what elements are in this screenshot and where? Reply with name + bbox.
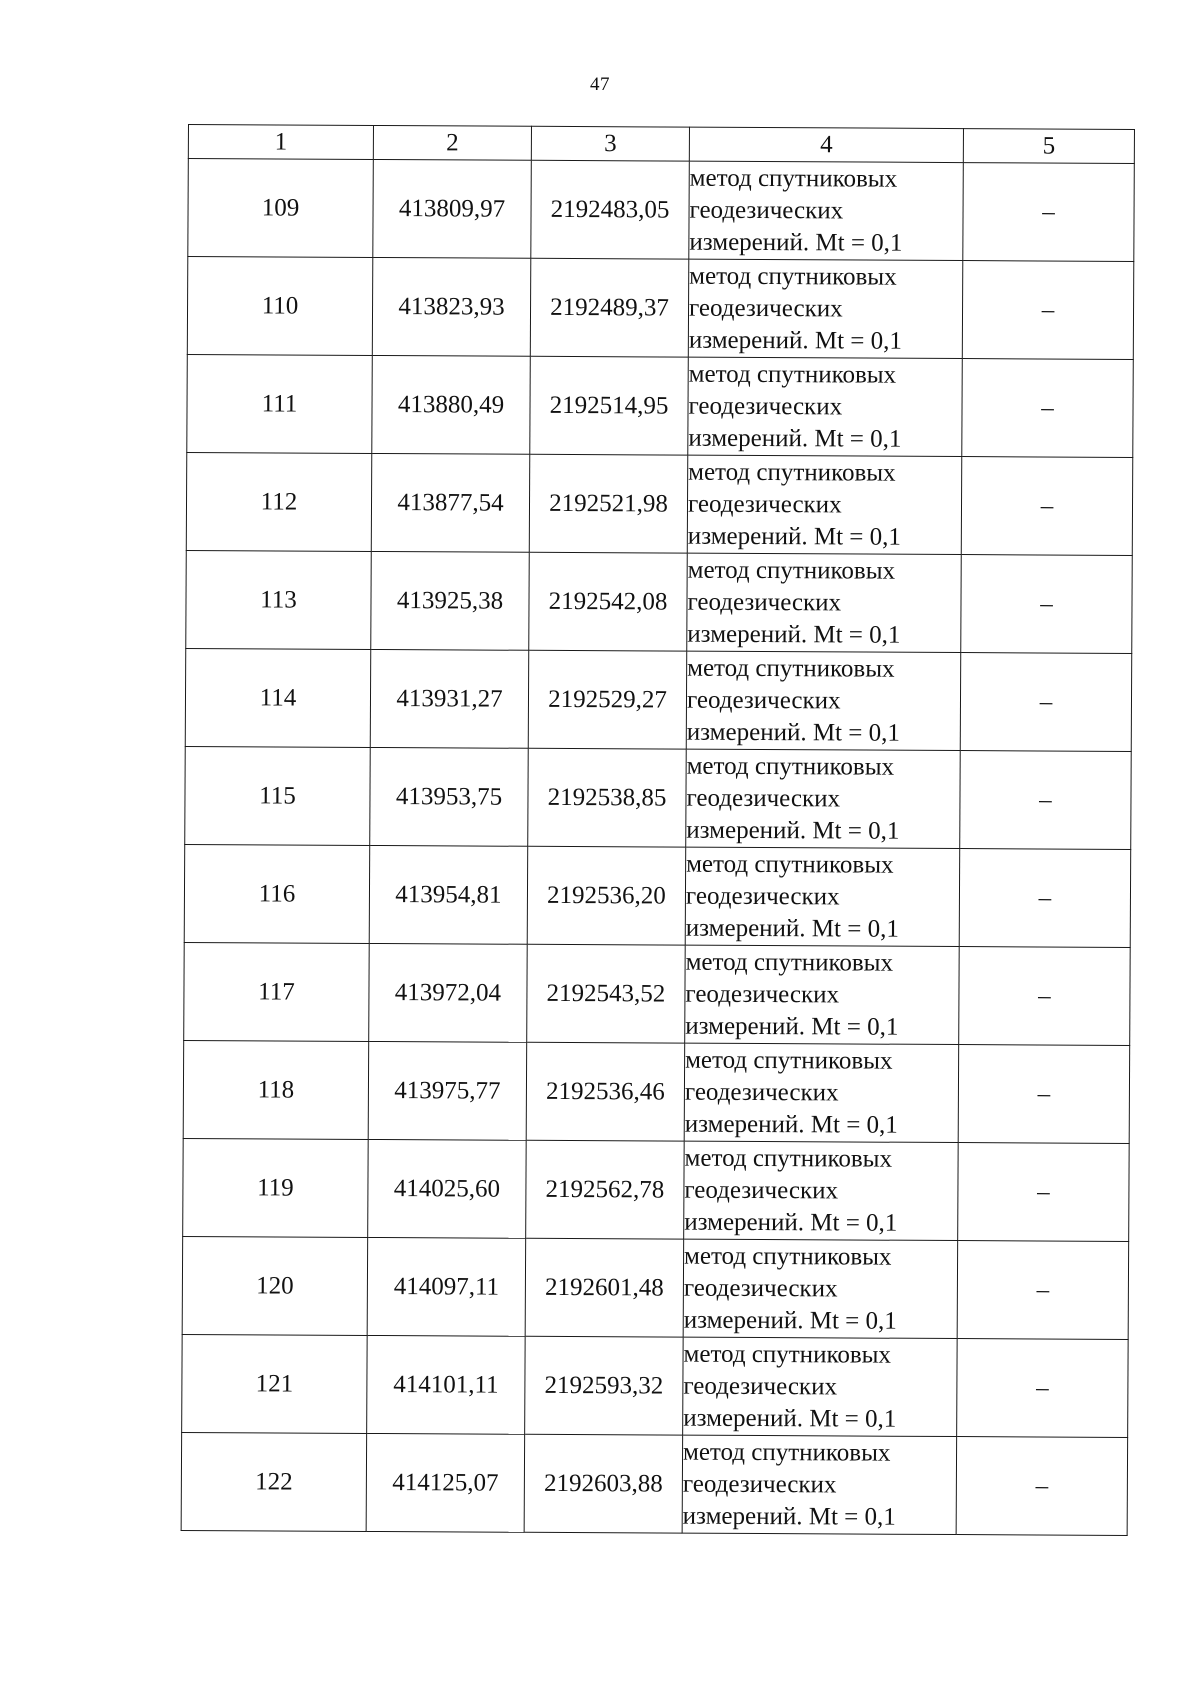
- table-row: [186, 550, 1133, 653]
- table-row: [184, 942, 1131, 1045]
- note-cell: –: [962, 359, 1134, 458]
- method-cell: [683, 1337, 958, 1436]
- method-cell: [685, 847, 960, 946]
- x-coordinate-cell: 413823,93: [372, 257, 531, 356]
- method-line: геодезических: [683, 1372, 838, 1400]
- point-number-cell: 117: [184, 942, 370, 1041]
- y-coordinate-cell: 2192529,27: [528, 650, 687, 749]
- x-coordinate-cell: 413931,27: [370, 649, 529, 748]
- point-number-cell: 109: [188, 159, 374, 258]
- method-line: метод спутниковых: [685, 948, 894, 977]
- point-number-cell: 119: [183, 1138, 369, 1237]
- x-coordinate-cell: 413953,75: [370, 747, 529, 846]
- method-line: геодезических: [684, 1078, 839, 1106]
- table-row: [187, 354, 1134, 457]
- method-line: измерений. Mt = 0,1: [686, 718, 900, 747]
- note-cell: –: [962, 261, 1134, 360]
- method-line: метод спутниковых: [683, 1340, 892, 1369]
- method-cell: [689, 161, 964, 260]
- note-cell: –: [957, 1241, 1129, 1340]
- y-coordinate-cell: 2192521,98: [529, 454, 688, 553]
- y-coordinate-cell: 2192562,78: [526, 1140, 685, 1239]
- method-line: измерений. Mt = 0,1: [685, 1012, 899, 1041]
- method-line: геодезических: [684, 1176, 839, 1204]
- y-coordinate-cell: 2192538,85: [528, 748, 687, 847]
- y-coordinate-cell: 2192593,32: [525, 1336, 684, 1435]
- point-number-cell: 114: [185, 648, 371, 747]
- method-line: измерений. Mt = 0,1: [689, 228, 903, 257]
- table-row: [182, 1334, 1129, 1437]
- note-cell: –: [963, 163, 1135, 262]
- method-line: измерений. Mt = 0,1: [686, 816, 900, 845]
- method-cell: [688, 357, 963, 456]
- y-coordinate-cell: 2192489,37: [530, 258, 689, 357]
- point-number-cell: 112: [186, 452, 372, 551]
- method-line: измерений. Mt = 0,1: [682, 1502, 896, 1531]
- method-line: измерений. Mt = 0,1: [683, 1306, 897, 1335]
- table-row: [183, 1138, 1130, 1241]
- method-line: метод спутниковых: [689, 262, 897, 291]
- method-cell: [682, 1435, 957, 1534]
- note-cell: –: [957, 1339, 1129, 1438]
- point-number-cell: 111: [187, 354, 373, 453]
- note-cell: –: [958, 1143, 1130, 1242]
- point-number-cell: 115: [185, 746, 371, 845]
- method-line: метод спутниковых: [682, 1438, 891, 1467]
- x-coordinate-cell: 414125,07: [366, 1433, 525, 1532]
- method-line: метод спутниковых: [686, 850, 894, 879]
- note-cell: –: [956, 1437, 1128, 1536]
- method-line: метод спутниковых: [684, 1144, 893, 1173]
- method-line: геодезических: [687, 490, 842, 518]
- method-line: измерений. Mt = 0,1: [687, 620, 901, 649]
- method-line: метод спутниковых: [689, 164, 898, 193]
- method-line: измерений. Mt = 0,1: [687, 522, 901, 551]
- method-line: метод спутниковых: [685, 1046, 893, 1075]
- method-line: геодезических: [688, 294, 843, 322]
- method-line: геодезических: [686, 686, 841, 714]
- table-header-row: [188, 125, 1134, 164]
- table-row: [188, 159, 1135, 262]
- method-line: геодезических: [685, 980, 840, 1008]
- method-line: геодезических: [689, 196, 844, 224]
- x-coordinate-cell: 413809,97: [373, 159, 532, 258]
- table-row: [182, 1236, 1129, 1339]
- method-line: метод спутниковых: [688, 458, 896, 487]
- y-coordinate-cell: 2192514,95: [530, 356, 689, 455]
- method-line: измерений. Mt = 0,1: [685, 914, 899, 943]
- coordinates-table: [181, 124, 1135, 1536]
- method-line: геодезических: [685, 882, 840, 910]
- method-line: метод спутниковых: [687, 556, 896, 585]
- point-number-cell: 120: [182, 1236, 368, 1335]
- column-header: 1: [188, 125, 373, 160]
- method-line: метод спутниковых: [684, 1242, 892, 1271]
- point-number-cell: 116: [184, 844, 370, 943]
- table-row: [185, 746, 1132, 849]
- table-row: [184, 844, 1131, 947]
- page-number: 47: [590, 74, 610, 95]
- method-cell: [686, 651, 961, 750]
- x-coordinate-cell: 413925,38: [371, 551, 530, 650]
- point-number-cell: 118: [183, 1040, 369, 1139]
- method-line: измерений. Mt = 0,1: [684, 1110, 898, 1139]
- x-coordinate-cell: 413877,54: [371, 453, 530, 552]
- x-coordinate-cell: 414101,11: [367, 1335, 526, 1434]
- method-cell: [687, 455, 962, 554]
- method-cell: [687, 553, 962, 652]
- column-header: 2: [373, 125, 531, 160]
- method-cell: [684, 1141, 959, 1240]
- y-coordinate-cell: 2192601,48: [525, 1238, 684, 1337]
- column-header: 5: [963, 129, 1134, 164]
- note-cell: –: [958, 1045, 1130, 1144]
- note-cell: –: [960, 751, 1132, 850]
- method-line: измерений. Mt = 0,1: [684, 1208, 898, 1237]
- table-body: [181, 125, 1134, 1536]
- note-cell: –: [961, 555, 1133, 654]
- method-line: измерений. Mt = 0,1: [688, 326, 903, 355]
- method-line: геодезических: [686, 784, 841, 812]
- method-line: геодезических: [688, 392, 843, 420]
- y-coordinate-cell: 2192483,05: [531, 160, 690, 259]
- y-coordinate-cell: 2192536,20: [527, 846, 686, 945]
- note-cell: –: [960, 653, 1132, 752]
- x-coordinate-cell: 414025,60: [368, 1139, 527, 1238]
- method-line: геодезических: [683, 1274, 838, 1302]
- y-coordinate-cell: 2192536,46: [526, 1042, 685, 1141]
- y-coordinate-cell: 2192543,52: [527, 944, 686, 1043]
- method-line: измерений. Mt = 0,1: [688, 424, 902, 453]
- y-coordinate-cell: 2192603,88: [524, 1434, 683, 1533]
- x-coordinate-cell: 413972,04: [369, 943, 528, 1042]
- method-cell: [683, 1239, 958, 1338]
- table-row: [181, 1432, 1128, 1535]
- table-row: [186, 452, 1133, 555]
- method-line: геодезических: [687, 588, 842, 616]
- note-cell: –: [959, 947, 1131, 1046]
- note-cell: –: [961, 457, 1133, 556]
- point-number-cell: 122: [181, 1432, 367, 1531]
- point-number-cell: 121: [182, 1334, 368, 1433]
- point-number-cell: 113: [186, 550, 372, 649]
- note-cell: –: [959, 849, 1131, 948]
- x-coordinate-cell: 413975,77: [368, 1041, 527, 1140]
- method-line: метод спутниковых: [688, 360, 897, 389]
- column-header: 4: [689, 127, 963, 162]
- table-row: [185, 648, 1132, 751]
- x-coordinate-cell: 413954,81: [369, 845, 528, 944]
- method-line: метод спутниковых: [686, 752, 895, 781]
- method-cell: [688, 259, 963, 358]
- method-cell: [685, 945, 960, 1044]
- table-row: [183, 1040, 1130, 1143]
- x-coordinate-cell: 413880,49: [372, 355, 531, 454]
- method-line: метод спутниковых: [687, 654, 895, 683]
- x-coordinate-cell: 414097,11: [367, 1237, 526, 1336]
- column-header: 3: [531, 126, 689, 161]
- method-cell: [684, 1043, 959, 1142]
- method-line: геодезических: [682, 1470, 837, 1498]
- method-cell: [686, 749, 961, 848]
- point-number-cell: 110: [187, 257, 373, 356]
- y-coordinate-cell: 2192542,08: [529, 552, 688, 651]
- table-row: [187, 257, 1134, 360]
- method-line: измерений. Mt = 0,1: [683, 1404, 897, 1433]
